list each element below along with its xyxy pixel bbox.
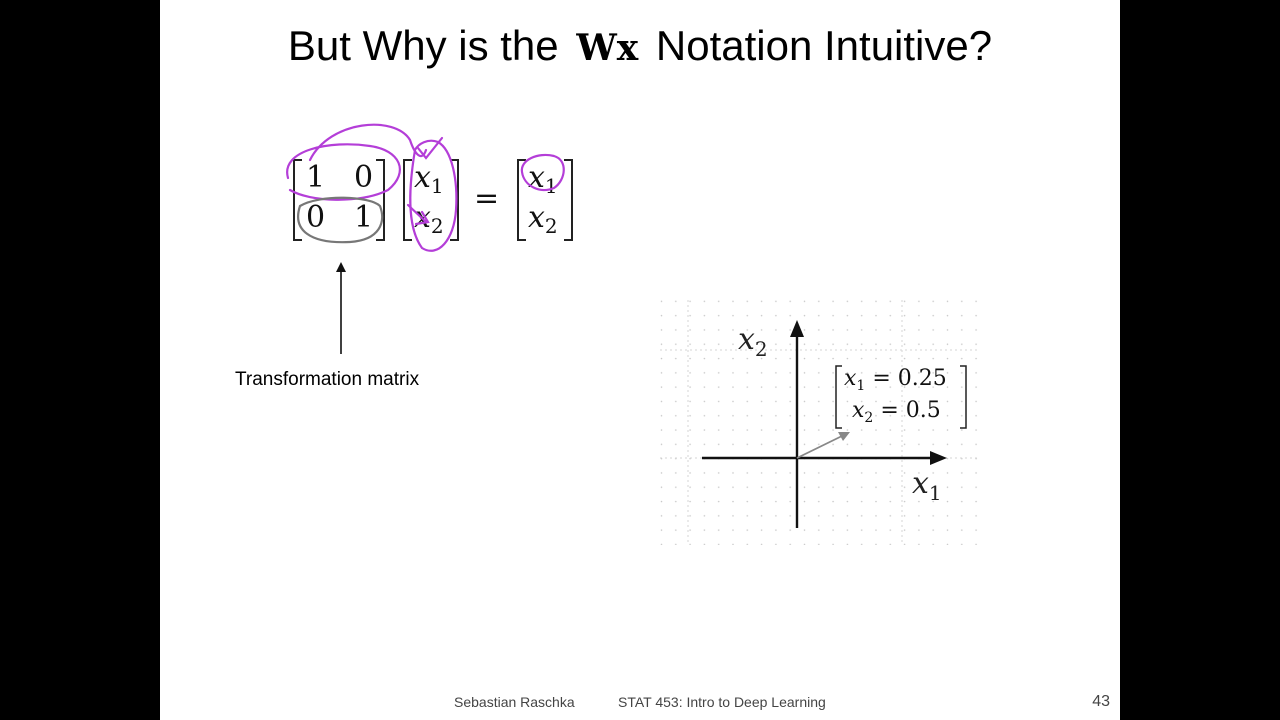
vector-label-x2: $x_2 = 0.5$: [852, 398, 941, 426]
page-number: 43: [1092, 693, 1110, 710]
output-x2: $x_2$: [528, 200, 558, 238]
matrix-cell-2-1: 0: [306, 200, 326, 235]
equals-sign: =: [474, 181, 500, 216]
title-after: Notation Intuitive?: [655, 22, 993, 69]
coordinate-plot: [160, 0, 1120, 720]
matrix-cell-2-2: 1: [354, 200, 374, 235]
slide: [160, 0, 1120, 720]
input-x1: $x_1$: [414, 160, 444, 198]
x-axis-label: $x_1$: [912, 466, 942, 505]
matrix-cell-1-2: 0: [354, 160, 374, 195]
matrix-cell-1-1: 1: [306, 160, 326, 195]
footer-course: STAT 453: Intro to Deep Learning: [618, 694, 826, 710]
title-before: But Why is the: [287, 22, 559, 69]
title-bold-symbol: Wx: [576, 27, 639, 69]
y-axis-label: $x_2$: [738, 322, 768, 361]
footer-author: Sebastian Raschka: [454, 694, 575, 710]
transformation-matrix-label: Transformation matrix: [235, 369, 420, 390]
input-x2: $x_2$: [414, 200, 444, 238]
vector-label-x1: $x_1 = 0.25$: [844, 366, 947, 394]
output-x1: $x_1$: [528, 160, 558, 198]
